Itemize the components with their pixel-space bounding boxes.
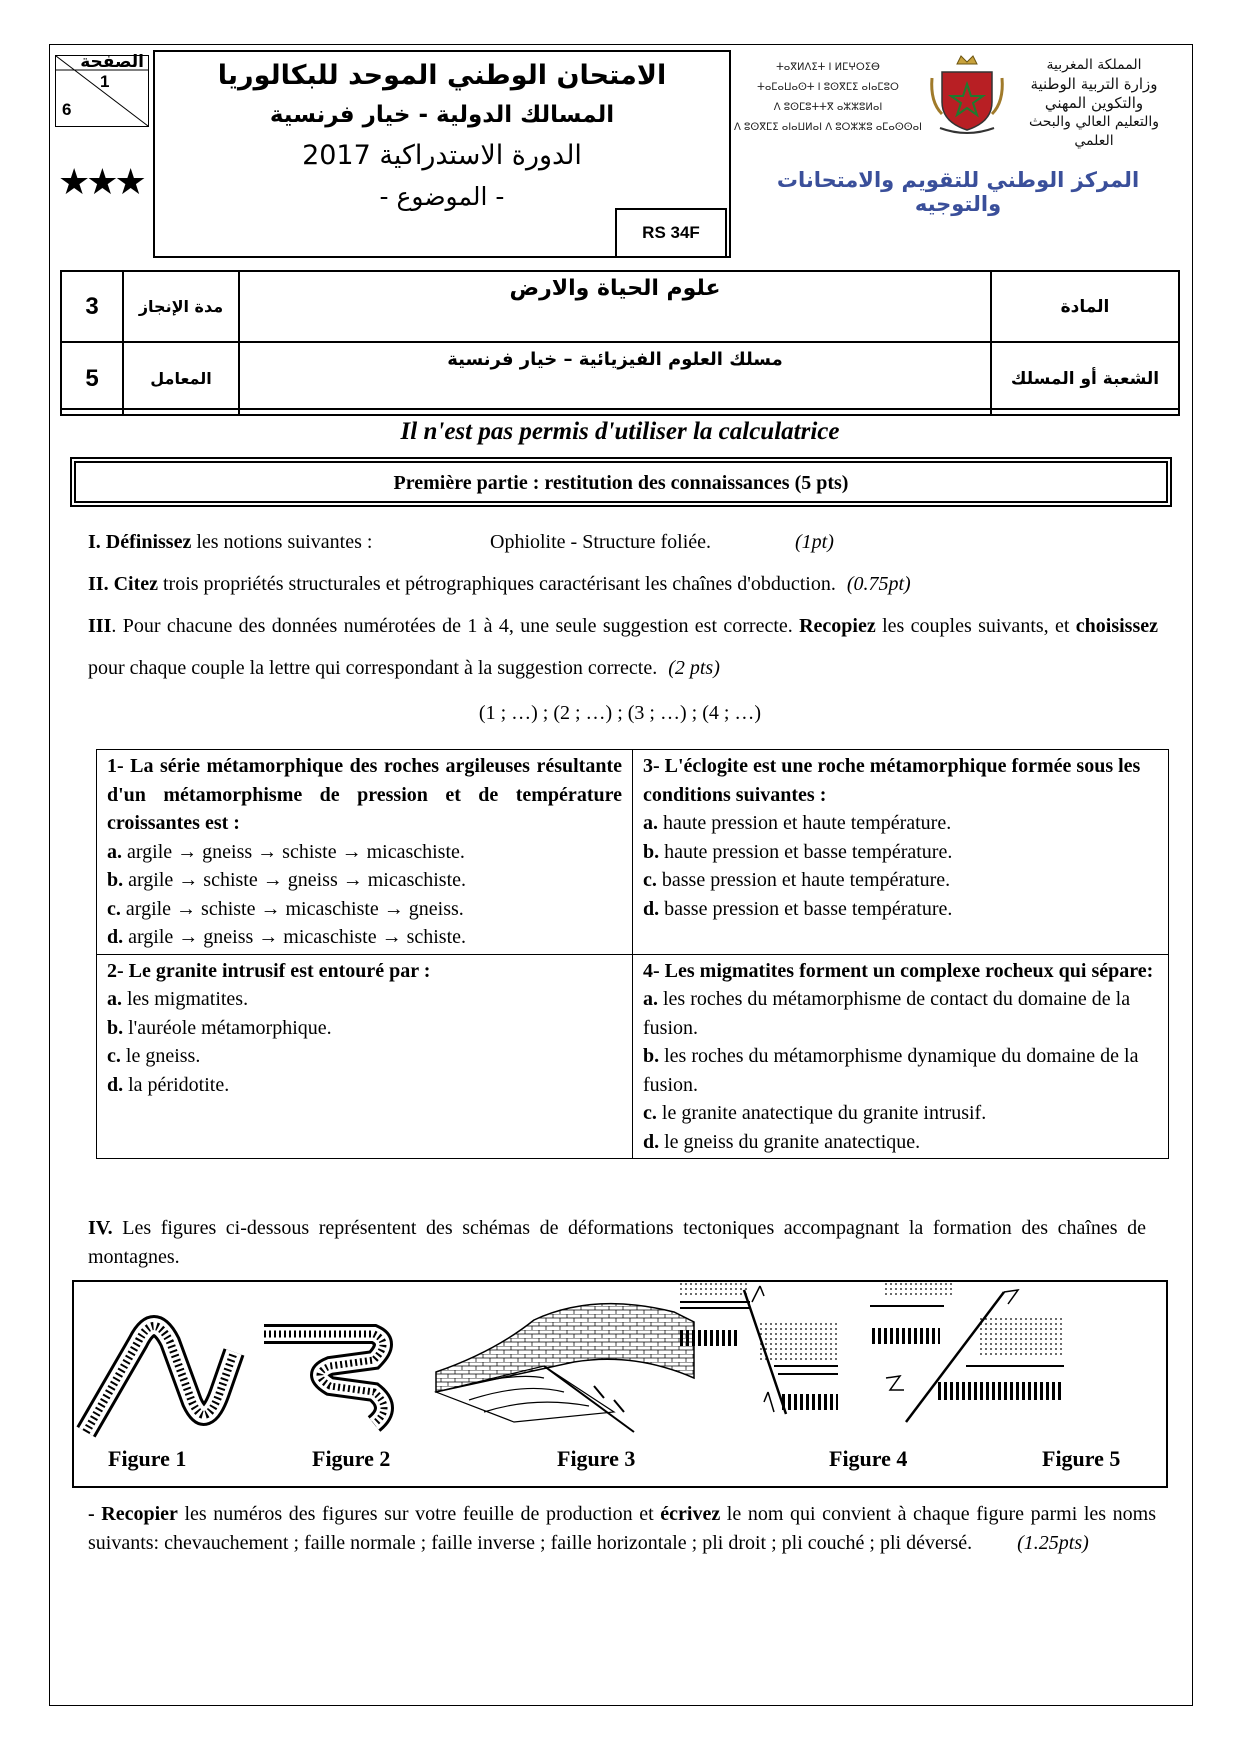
exam-subject-label: - الموضوع - [379,182,505,211]
mcq-4-option-b [643,1042,1158,1099]
mcq-2-option-b [107,1014,622,1043]
q4-text-1: les numéros des figures sur votre feuille de production et [177,1503,661,1525]
mcq-3-option-d [643,895,1158,924]
mcq-1-option-a [107,838,622,867]
option-letter: a. [643,988,658,1010]
tifinagh-line-1: ⵜⴰⴳⵍⴷⵉⵜ ⵏ ⵍⵎⵖⵔⵉⴱ [776,62,880,73]
option-letter: d. [107,1073,124,1096]
option-text: le gneiss du granite anatectique. [659,1130,921,1153]
question-4 [88,1214,1146,1272]
option-text: basse pression et haute température. [656,869,951,891]
calculator-notice: Il n'est pas permis d'utiliser la calculatrice [60,408,1180,446]
tifinagh-line-2: ⵜⴰⵎⴰⵡⴰⵙⵜ ⵏ ⵓⵙⴳⵎⵉ ⴰⵏⴰⵎⵓⵔ [757,82,899,93]
option-text: haute pression et haute température. [658,812,952,834]
part-title-box [70,457,1172,507]
mcq-2-option-d [107,1071,622,1100]
q1-terms: Ophiolite - Structure foliée. [490,531,712,553]
duration-label: مدة الإنجاز [123,271,239,342]
figure-1-label: Figure 1 [108,1446,187,1471]
q1-verb: Définissez [105,531,192,553]
q3-number: III [88,615,112,637]
mcq-4-option-c [643,1099,1158,1128]
subject-label: المادة [991,271,1179,342]
page-label: الصفحة [80,52,144,72]
q3-verb-recopiez: Recopiez [799,615,876,637]
option-text: argile → schiste → micaschiste → gneiss. [120,897,464,920]
q2-number: II. [88,573,114,595]
exam-track: المسالك الدولية - خيار فرنسية [269,102,615,128]
mcq-table [96,749,1169,1159]
mcq-1-option-d [107,923,622,952]
mcq-1-stem: 1- La série métamorphique des roches argileuses résultante d'un métamorphisme de pression et de température croissantes est : [107,755,622,834]
option-letter: a. [643,812,658,834]
option-letter: d. [643,897,660,920]
q1-text: les notions suivantes : [191,531,373,553]
option-text: le gneiss. [120,1045,201,1067]
mcq-4-option-d [643,1128,1158,1157]
track-label: الشعبة أو المسلك [991,342,1179,415]
q4-dash: - [88,1503,102,1525]
coef-label: المعامل [123,342,239,415]
option-letter: d. [107,926,124,948]
q2-text: trois propriétés structurales et pétrographiques caractérisant les chaînes d'obduction. [158,573,836,595]
ministry-line-1: المملكة المغربية [1046,57,1142,73]
figure-2-label: Figure 2 [312,1446,391,1471]
mcq-cell-1 [97,750,633,955]
q4-text: Les figures ci-dessous représentent des schémas de déformations tectoniques accompagnant la formation des chaînes de montagnes. [88,1217,1146,1268]
option-text: le granite anatectique du granite intrusif. [656,1102,987,1124]
q4-number: IV. [88,1217,113,1239]
exam-title: الامتحان الوطني الموحد للبكالوريا [217,60,667,91]
option-text: la péridotite. [123,1073,230,1096]
ministry-line-2: وزارة التربية الوطنية [1030,75,1158,93]
subject-value: علوم الحياة والارض [239,271,991,342]
q4-verb-recopier: Recopier [101,1503,178,1525]
mcq-2-stem: 2- Le granite intrusif est entouré par : [107,959,431,982]
page-total: 6 [62,100,72,119]
subject-info-table [60,270,1180,416]
mcq-3-option-c [643,866,1158,895]
option-letter: a. [107,988,122,1010]
option-text: haute pression et basse température. [659,840,953,863]
figure-4-label: Figure 4 [829,1446,908,1471]
option-text: argile → gneiss → schiste → micaschiste. [122,840,465,863]
option-text: argile → gneiss → micaschiste → schiste. [123,926,467,948]
figure-4-fault-drawing [680,1282,838,1414]
option-text: les migmatites. [122,988,249,1010]
q3-text-2: les couples suivants, et [875,615,1076,637]
mcq-4-option-a [643,985,1158,1042]
option-letter: a. [107,840,122,863]
option-letter: b. [107,869,124,891]
figure-5-label: Figure 5 [1042,1446,1121,1471]
option-letter: b. [107,1016,124,1039]
question-2 [88,563,1188,605]
q1-number: I. [88,531,106,553]
figure-5-fault-drawing [870,1282,1064,1422]
coef-value: 5 [61,342,123,415]
tifinagh-line-3: ⴷ ⵓⵙⵎⵓⵜⵜⴳ ⴰⵣⵣⵓⵍⴰⵏ [773,102,883,113]
option-letter: c. [643,869,657,891]
q3-couples: (1 ; …) ; (2 ; …) ; (3 ; …) ; (4 ; …) [478,702,762,724]
exam-code: RS 34F [615,208,727,258]
q3-text-1: . Pour chacune des données numérotées de 1 à 4, une seule suggestion est correcte. [111,615,800,637]
option-text: les roches du métamorphisme dynamique du domaine de la fusion. [643,1045,1139,1096]
mcq-4-stem: 4- Les migmatites forment un complexe rocheux qui sépare: [643,959,1154,982]
option-text: basse pression et basse température. [659,897,953,920]
figure-3-label: Figure 3 [557,1446,636,1471]
center-name: المركز الوطني للتقويم والامتحانات والتوجيه [776,168,1140,216]
q4-text-2: le nom qui convient à chaque figure parmi les noms suivants: chevauchement ; faille normale ; faille inverse ; faille horizontale ; pli droit ; pli couché ; pli déversé. [88,1503,1156,1554]
part-title: Première partie : restitution des connaissances (5 pts) [74,461,1168,503]
q2-verb: Citez [113,573,158,595]
tifinagh-line-4: ⴷ ⵓⵙⴳⵎⵉ ⴰⵏⴰⵡⵍⴰⵏ ⴷ ⵓⵔⵣⵣⵓ ⴰⵎⴰⵙⵙⴰⵏ [733,122,923,133]
track-value: مسلك العلوم الفيزيائية – خيار فرنسية [239,342,991,415]
tectonic-figures [74,1282,1166,1442]
duration-value: 3 [61,271,123,342]
figure-3-thrust-drawing [436,1304,694,1432]
option-text: argile → schiste → gneiss → micaschiste. [123,869,467,891]
page-number-box [55,52,149,127]
figure-1-fold-drawing [86,1326,234,1432]
q4-instruction [88,1500,1156,1558]
mcq-1-option-c [107,895,622,924]
coat-of-arms-emblem [928,54,1006,136]
option-letter: b. [643,840,660,863]
mcq-cell-3 [633,750,1169,955]
option-letter: c. [107,897,121,920]
option-text: les roches du métamorphisme de contact du domaine de la fusion. [643,988,1131,1039]
option-letter: b. [643,1045,660,1067]
ministry-line-4: والتعليم العالي والبحث العلمي [1028,114,1159,149]
option-text: l'auréole métamorphique. [123,1016,332,1039]
question-3 [88,605,1158,689]
q3-points: (2 pts) [668,657,720,679]
mcq-cell-2 [97,954,633,1159]
difficulty-stars: ★★★ [58,162,143,203]
option-letter: d. [643,1130,660,1153]
q3-text-3: pour chaque couple la lettre qui correspondant à la suggestion correcte. [88,657,658,679]
mcq-1-option-b [107,866,622,895]
q1-points: (1pt) [795,531,834,553]
q2-points: (0.75pt) [846,573,911,595]
mcq-2-option-c [107,1042,622,1071]
option-letter: c. [107,1045,121,1067]
q3-verb-choisissez: choisissez [1075,615,1158,637]
ministry-line-3: والتكوين المهني [1044,94,1144,112]
q4-points: (1.25pts) [1017,1532,1089,1554]
figure-2-fold-drawing [264,1334,384,1424]
mcq-3-option-b [643,838,1158,867]
mcq-cell-4 [633,954,1169,1159]
q4-verb-ecrivez: écrivez [660,1503,721,1525]
mcq-3-option-a [643,809,1158,838]
mcq-3-stem: 3- L'éclogite est une roche métamorphique formée sous les conditions suivantes : [643,755,1141,806]
exam-session: الدورة الاستدراكية 2017 [302,140,582,171]
mcq-2-option-a [107,985,622,1014]
page-number: 1 [100,72,110,91]
option-letter: c. [643,1102,657,1124]
